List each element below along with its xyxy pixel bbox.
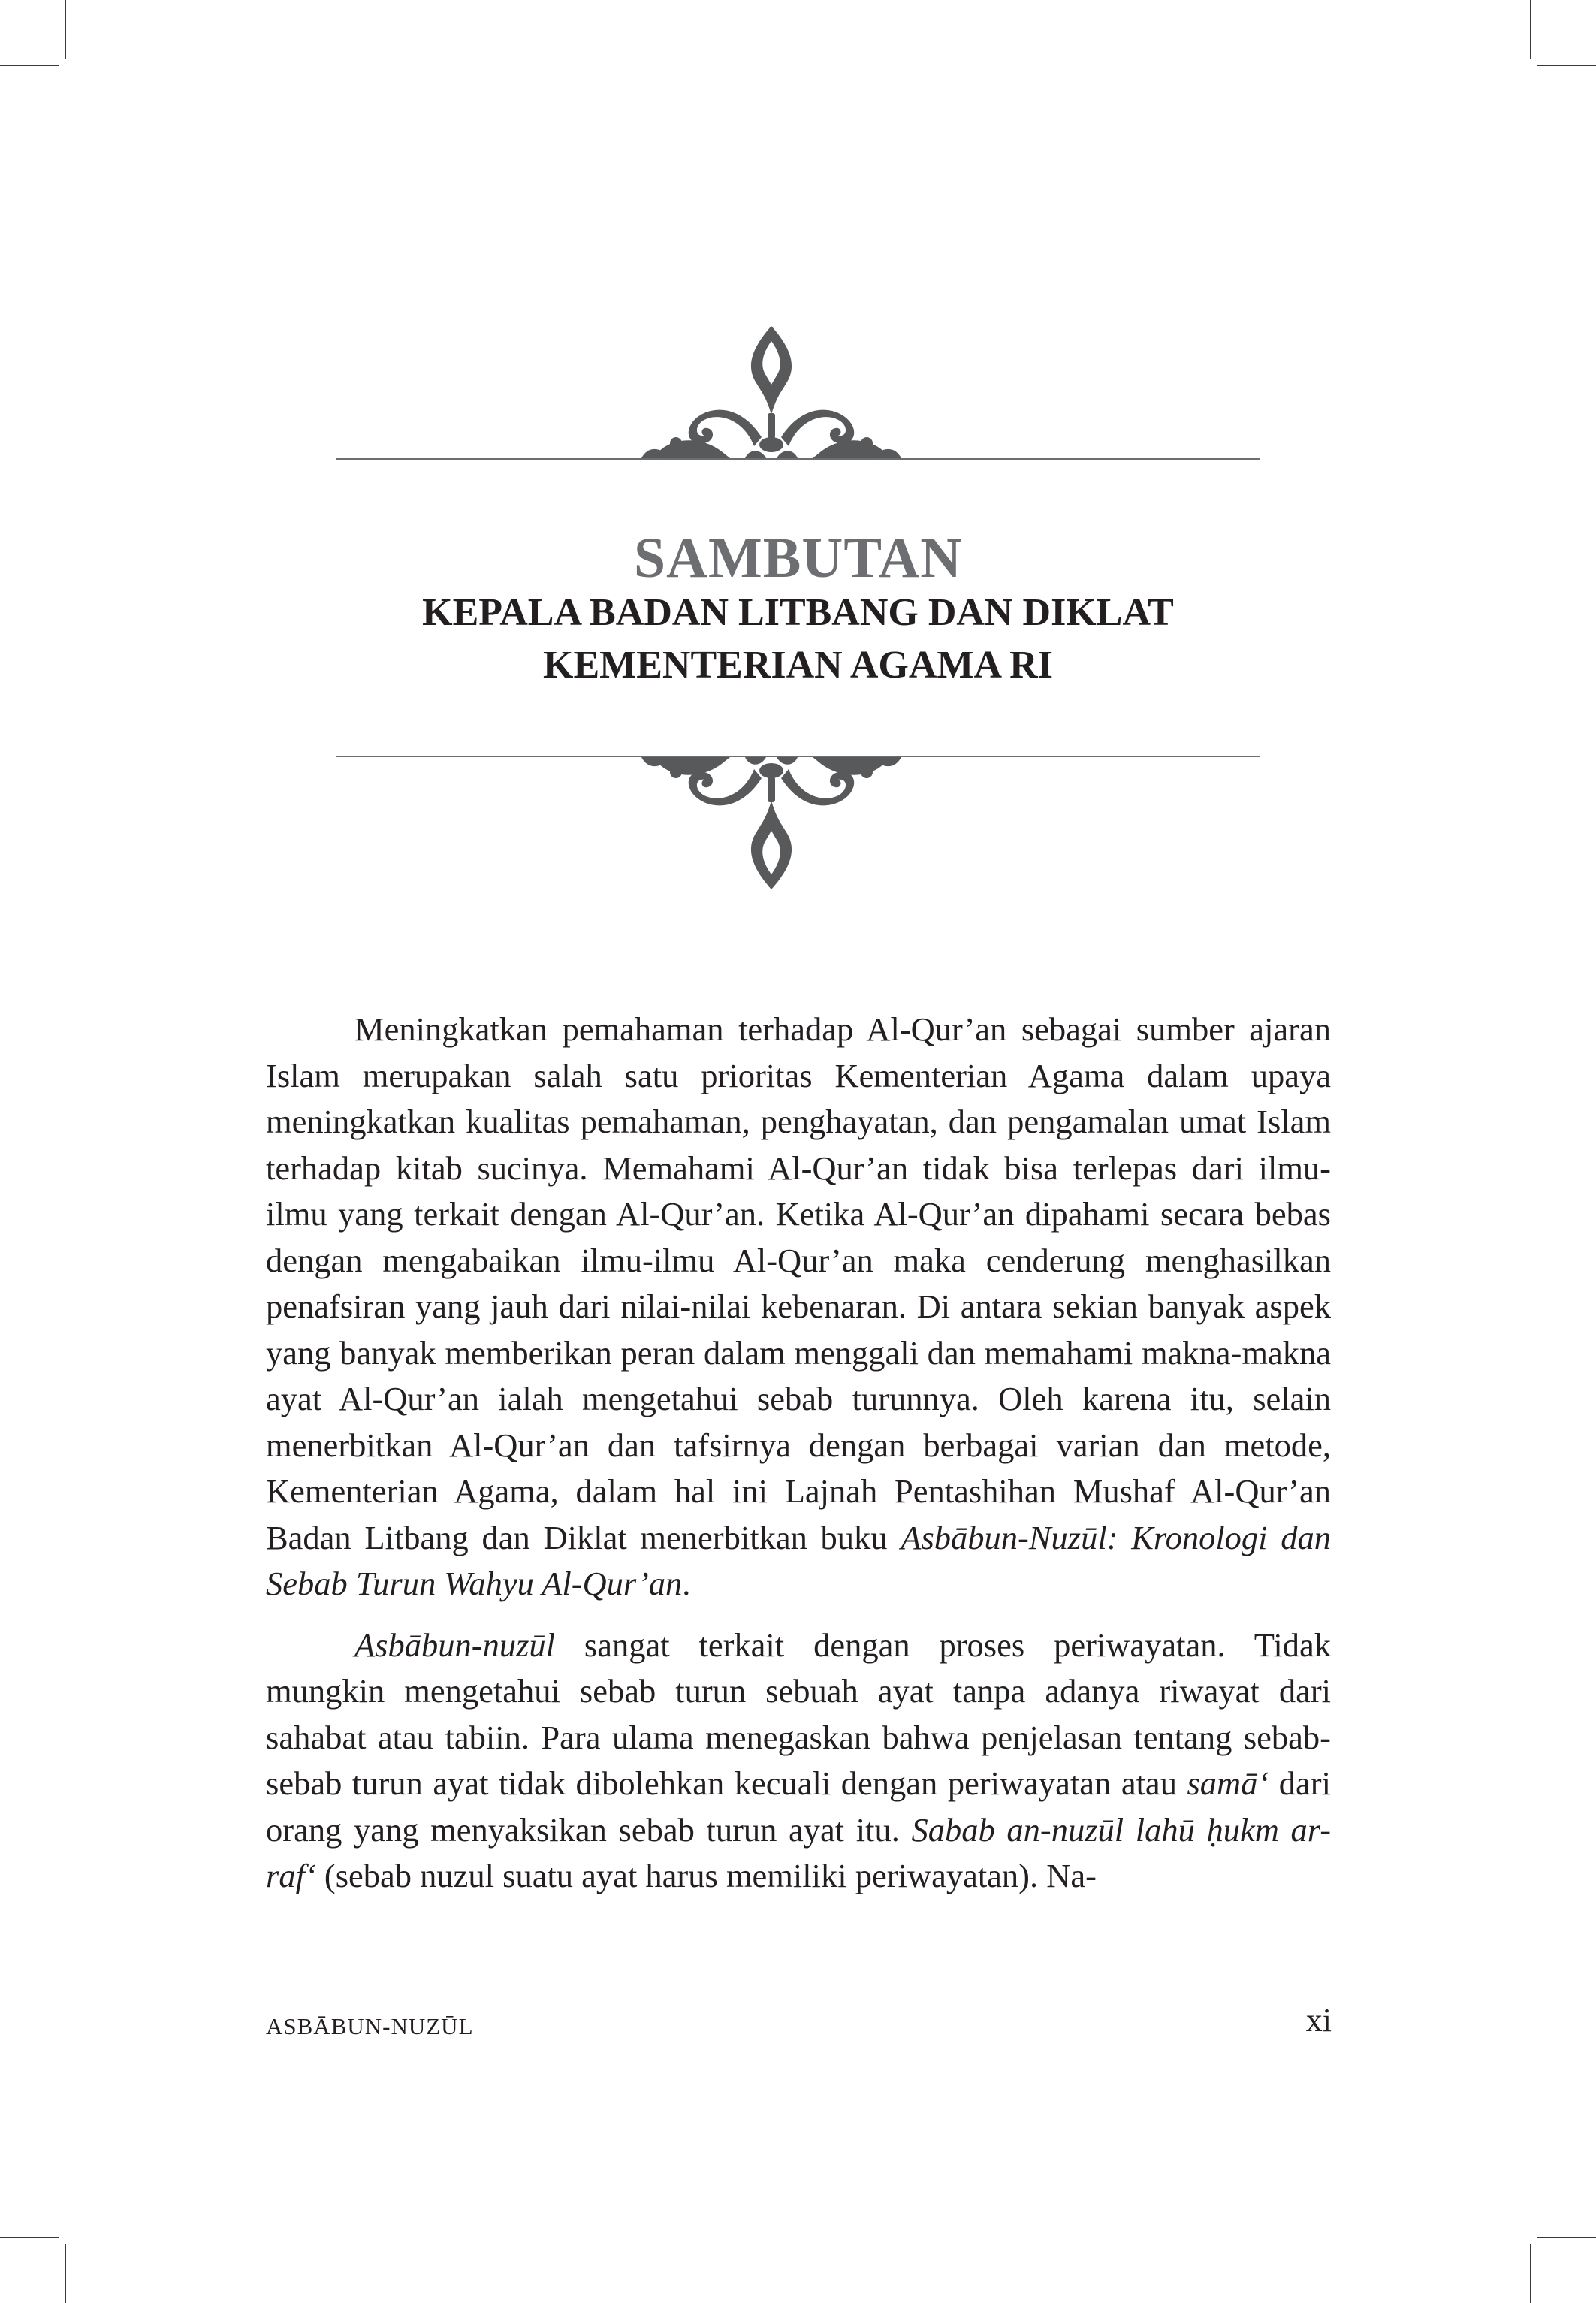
crop-mark-bottom-left-vertical bbox=[65, 2244, 66, 2303]
term-sama: samā‘ bbox=[1187, 1764, 1269, 1802]
crop-mark-top-right-horizontal bbox=[1537, 65, 1596, 66]
crop-mark-bottom-right-vertical bbox=[1530, 2244, 1531, 2303]
crop-mark-top-right-vertical bbox=[1530, 0, 1531, 59]
page-number: xi bbox=[1305, 2002, 1332, 2039]
paragraph-2-text-a: sangat terkait dengan proses periwayatan. Tidak mungkin mengetahui sebab turun sebuah ayat tanpa adanya riwayat dari sahabat atau tabiin. Para ulama menegaskan bahwa penjelasan tentang sebab-sebab turun ayat tidak dibolehkan kecuali dengan periwayatan atau bbox=[266, 1625, 1331, 1802]
term-asbabun-nuzul: Asbābun-nuzūl bbox=[354, 1625, 555, 1664]
paragraph-2-text-c: (sebab nuzul suatu ayat harus memiliki periwayatan). Na- bbox=[315, 1857, 1097, 1894]
paragraph-1-end: . bbox=[682, 1565, 691, 1602]
paragraph-1 bbox=[266, 1007, 1331, 1607]
paragraph-2-text-b: dari orang yang menyaksikan sebab turun ayat itu. bbox=[266, 1764, 1331, 1849]
page-subtitle-line-2: KEMENTERIAN AGAMA RI bbox=[543, 644, 1053, 687]
crop-mark-top-left-horizontal bbox=[0, 65, 59, 66]
top-divider-line bbox=[336, 458, 1260, 460]
body-text bbox=[266, 1007, 1331, 1915]
paragraph-1-text: Meningkatkan pemahaman terhadap Al-Qur’an sebagai sumber ajaran Islam merupakan salah satu prioritas Kementerian Agama dalam upaya meningkatkan kualitas pemahaman, penghayatan, dan pengamalan umat Islam terhadap kitab sucinya. Memahami Al-Qur’an tidak bisa terlepas dari ilmu-ilmu yang terkait dengan Al-Qur’an. Ketika Al-Qur’an dipahami secara bebas dengan mengabaikan ilmu-ilmu Al-Qur’an maka cenderung menghasilkan penafsiran yang jauh dari nilai-nilai kebenaran. Di antara sekian banyak aspek yang banyak memberikan peran dalam menggali dan memahami makna-makna ayat Al-Qur’an ialah mengetahui sebab turunnya. Oleh karena itu, selain menerbitkan Al-Qur’an dan tafsirnya dengan berbagai varian dan metode, Kementerian Agama, dalam hal ini Lajnah Pentashihan Mushaf Al-Qur’an Badan Litbang dan Diklat menerbitkan buku bbox=[266, 1010, 1331, 1556]
crop-mark-top-left-vertical bbox=[65, 0, 66, 59]
top-ornament-icon bbox=[632, 324, 910, 458]
crop-mark-bottom-right-horizontal bbox=[1537, 2237, 1596, 2238]
page-title: SAMBUTAN bbox=[633, 527, 963, 590]
bottom-ornament-icon bbox=[632, 757, 910, 891]
arabic-phrase: Sabab an-nuzūl lahū ḥukm ar-raf‘ bbox=[266, 1810, 1332, 1894]
paragraph-2 bbox=[266, 1622, 1331, 1900]
book-title: Asbābun-Nuzūl: Kronologi dan Sebab Turun Wahyu Al-Qur’an bbox=[266, 1518, 1332, 1602]
running-footer-title: ASBĀBUN-NUZŪL bbox=[266, 2013, 474, 2039]
crop-mark-bottom-left-horizontal bbox=[0, 2237, 59, 2238]
page-subtitle-line-1: KEPALA BADAN LITBANG DAN DIKLAT bbox=[422, 591, 1174, 634]
